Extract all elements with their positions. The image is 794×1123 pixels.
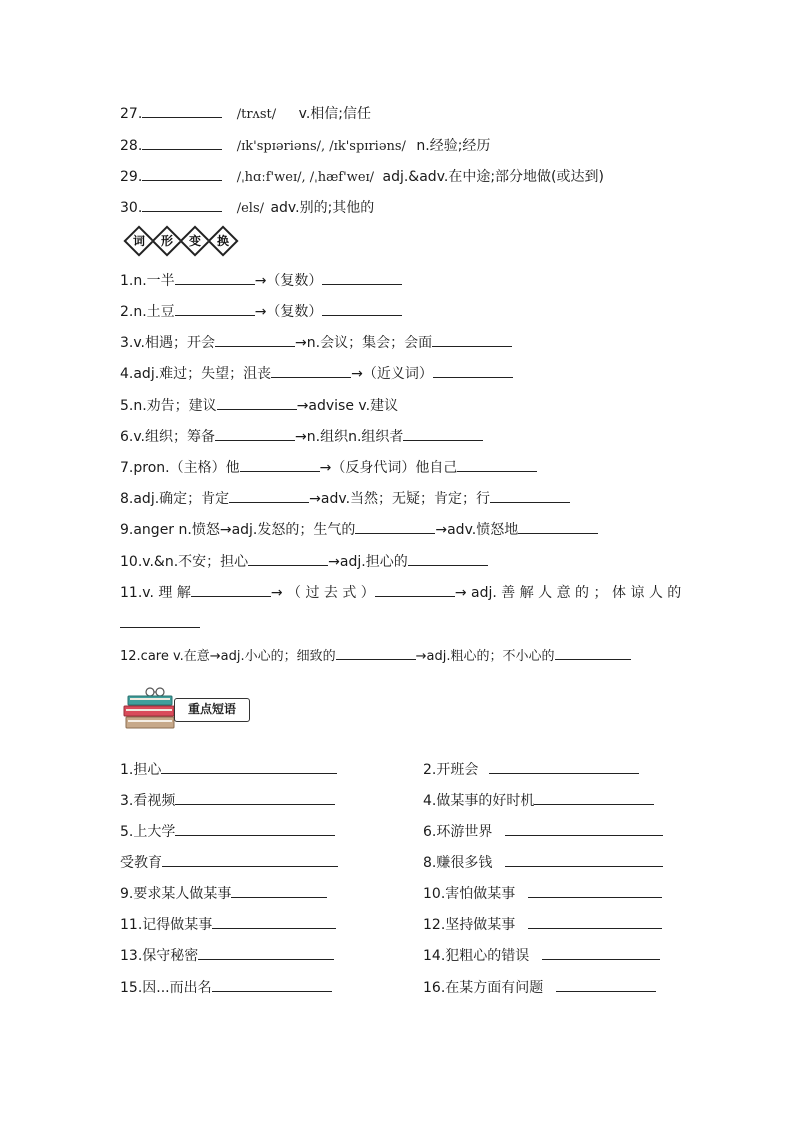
answer-blank[interactable] [229, 488, 309, 503]
phonetic: /trʌst/ [236, 107, 277, 122]
answer-blank[interactable] [457, 457, 537, 472]
phrase-item [423, 883, 662, 903]
answer-blank[interactable] [534, 790, 654, 805]
item-text: 9.anger n.愤怒→adj.发怒的；生气的 [120, 522, 356, 538]
phrase-item [120, 977, 332, 997]
answer-blank[interactable] [175, 270, 255, 285]
item-text: →n.会议；集会；会面 [295, 335, 433, 351]
phrase-text: 4.做某事的好时机 [423, 793, 535, 809]
header-diamond: 变 [179, 225, 210, 256]
phrase-item [423, 759, 639, 779]
item-text: → （ 过 去 式 ） [270, 585, 375, 601]
item-text: 12.care v.在意→adj.小心的；细致的 [120, 649, 336, 664]
item-text: →adv.当然；无疑；肯定；行 [309, 491, 491, 507]
answer-blank[interactable] [212, 914, 336, 929]
phrase-item [120, 883, 327, 903]
phrase-text: 5.上大学 [120, 824, 176, 840]
vocab-number: 28. [120, 138, 143, 154]
answer-blank[interactable] [217, 395, 297, 410]
item-text: →（复数） [254, 304, 323, 320]
item-text: 6.v.组织；筹备 [120, 429, 216, 445]
phrase-text: 13.保守秘密 [120, 948, 199, 964]
phrase-item [423, 852, 663, 872]
answer-blank[interactable] [271, 363, 351, 378]
item-text: →adv.愤怒地 [435, 522, 519, 538]
section-label: 重点短语 [174, 698, 250, 722]
answer-blank[interactable] [231, 883, 327, 898]
answer-blank[interactable] [336, 645, 416, 660]
phrase-item [423, 977, 656, 997]
answer-blank[interactable] [403, 426, 483, 441]
item-text: 3.v.相遇；开会 [120, 335, 216, 351]
phonetic: /ɪk'spɪəriəns/, /ɪk'spɪriəns/ [236, 139, 406, 154]
answer-blank[interactable] [542, 945, 660, 960]
item-text: 5.n.劝告；建议 [120, 398, 217, 414]
word-form-item [120, 457, 537, 477]
header-diamond: 换 [207, 225, 238, 256]
item-text: → adj. 善 解 人 意 的 ； 体 谅 人 的 [454, 585, 682, 601]
phrase-item [423, 790, 654, 810]
answer-blank[interactable] [142, 135, 222, 150]
phrase-text: 8.赚很多钱 [423, 855, 493, 871]
word-form-item [120, 645, 631, 666]
item-text: →adj.粗心的；不小心的 [415, 649, 555, 664]
answer-blank[interactable] [555, 645, 631, 660]
item-text: 8.adj.确定；肯定 [120, 491, 230, 507]
vocab-number: 30. [120, 200, 143, 216]
answer-blank[interactable] [556, 977, 656, 992]
phrase-item [120, 759, 337, 779]
answer-blank[interactable] [142, 103, 222, 118]
answer-blank[interactable] [142, 166, 222, 181]
vocab-row [120, 197, 374, 218]
key-phrases-section-header [122, 686, 254, 732]
vocab-number: 27. [120, 106, 143, 122]
item-text: →n.组织n.组织者 [295, 429, 404, 445]
phrase-item [120, 914, 336, 934]
phrase-text: 10.害怕做某事 [423, 886, 516, 902]
phrase-item [423, 821, 663, 841]
answer-blank[interactable] [142, 197, 222, 212]
meaning: n.经验;经历 [416, 138, 491, 154]
answer-blank[interactable] [215, 332, 295, 347]
item-text: →（近义词） [351, 366, 433, 382]
item-text: 11.v. 理 解 [120, 585, 191, 601]
header-diamond: 形 [151, 225, 182, 256]
vocab-row [120, 135, 490, 156]
answer-blank[interactable] [432, 332, 512, 347]
phrase-item [120, 945, 334, 965]
answer-blank[interactable] [490, 488, 570, 503]
answer-blank[interactable] [175, 790, 335, 805]
phrase-text: 15.因...而出名 [120, 980, 212, 996]
item-text: 1.n.一半 [120, 273, 175, 289]
answer-blank[interactable] [505, 852, 663, 867]
phrase-text: 6.环游世界 [423, 824, 493, 840]
answer-blank[interactable] [375, 582, 455, 597]
word-form-item [120, 363, 513, 383]
item-text: 10.v.&n.不安；担心 [120, 554, 249, 570]
phonetic: /ˌhɑːf'weɪ/, /ˌhæf'weɪ/ [236, 170, 375, 185]
answer-blank[interactable] [175, 301, 255, 316]
word-form-item [120, 551, 488, 571]
answer-blank[interactable] [120, 613, 200, 628]
answer-blank[interactable] [433, 363, 513, 378]
answer-blank[interactable] [355, 519, 435, 534]
phrase-text: 16.在某方面有问题 [423, 980, 544, 996]
answer-blank[interactable] [322, 270, 402, 285]
vocab-row [120, 166, 604, 187]
vocab-row [120, 103, 371, 124]
phrase-text: 11.记得做某事 [120, 917, 213, 933]
answer-blank[interactable] [489, 759, 639, 774]
header-diamond: 词 [123, 225, 154, 256]
answer-blank[interactable] [528, 883, 662, 898]
answer-blank[interactable] [408, 551, 488, 566]
word-form-item [120, 582, 681, 602]
word-form-item [120, 270, 402, 290]
phrase-item [120, 821, 335, 841]
item-text: →（反身代词）他自己 [319, 460, 458, 476]
item-text: →（复数） [254, 273, 323, 289]
word-form-item-continuation [120, 613, 200, 633]
answer-blank[interactable] [212, 977, 332, 992]
vocab-number: 29. [120, 169, 143, 185]
phrase-text: 9.要求某人做某事 [120, 886, 232, 902]
item-text: →advise v.建议 [296, 398, 399, 414]
phrase-text: 受教育 [120, 855, 162, 871]
word-form-item [120, 426, 483, 446]
answer-blank[interactable] [215, 426, 295, 441]
meaning: adv.别的;其他的 [270, 200, 375, 216]
phrase-item [423, 914, 662, 934]
phonetic: /els/ [236, 201, 265, 216]
phrase-text: 12.坚持做某事 [423, 917, 516, 933]
phrase-text: 1.担心 [120, 762, 162, 778]
word-form-section-header [124, 226, 244, 260]
word-form-item [120, 519, 598, 539]
answer-blank[interactable] [322, 301, 402, 316]
word-form-item [120, 488, 570, 508]
answer-blank[interactable] [248, 551, 328, 566]
answer-blank[interactable] [528, 914, 662, 929]
answer-blank[interactable] [161, 759, 337, 774]
phrase-text: 3.看视频 [120, 793, 176, 809]
phrase-item [120, 790, 335, 810]
meaning: v.相信;信任 [298, 106, 371, 122]
phrase-text: 2.开班会 [423, 762, 479, 778]
phrase-item [120, 852, 338, 872]
answer-blank[interactable] [505, 821, 663, 836]
answer-blank[interactable] [518, 519, 598, 534]
word-form-item [120, 301, 402, 321]
phrase-text: 14.犯粗心的错误 [423, 948, 530, 964]
item-text: 4.adj.难过；失望；沮丧 [120, 366, 272, 382]
answer-blank[interactable] [175, 821, 335, 836]
answer-blank[interactable] [240, 457, 320, 472]
item-text: 7.pron.（主格）他 [120, 460, 240, 476]
word-form-item [120, 332, 512, 352]
word-form-item [120, 395, 398, 415]
item-text: 2.n.土豆 [120, 304, 175, 320]
answer-blank[interactable] [162, 852, 338, 867]
answer-blank[interactable] [191, 582, 271, 597]
phrase-item [423, 945, 660, 965]
answer-blank[interactable] [198, 945, 334, 960]
meaning: adj.&adv.在中途;部分地做(或达到) [382, 169, 604, 185]
item-text: →adj.担心的 [328, 554, 408, 570]
